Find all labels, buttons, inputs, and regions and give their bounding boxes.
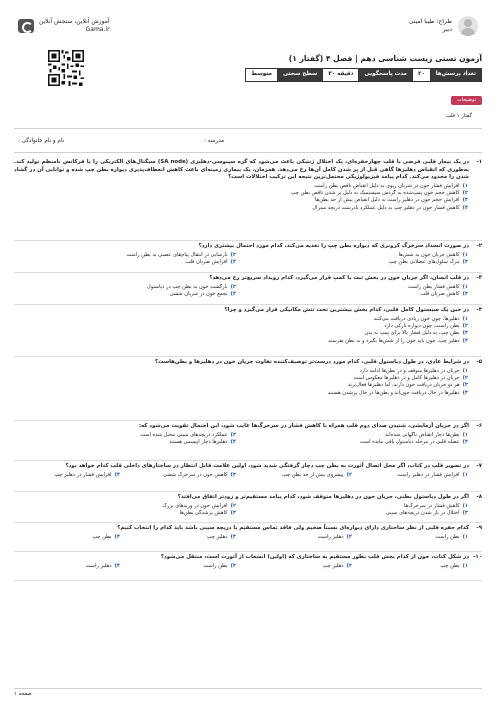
option-text: بطن چپ xyxy=(440,562,460,569)
page-number: صفحه ۱ xyxy=(14,690,32,697)
exam-info-cell: ۳۰ دقیقه xyxy=(322,69,358,81)
page-footer xyxy=(14,688,482,698)
answer-option[interactable] xyxy=(246,439,468,446)
option-number: ۴) xyxy=(230,258,236,265)
brand-url[interactable]: Gama.ir xyxy=(85,25,110,33)
option-number: ۲) xyxy=(346,562,352,569)
option-text: افزایش خون در وریدهای بزرگ xyxy=(162,502,228,509)
option-number: ۳) xyxy=(462,509,468,516)
exam-info-table xyxy=(245,68,482,82)
option-text: عضله قلبی در مرحله دیاستول باقی مانده است xyxy=(359,438,460,445)
option-text: بطن چپ، به دلیل فشار بالا برای پمپ به بدن xyxy=(364,330,460,337)
gama-logo-icon xyxy=(18,19,34,33)
answer-option[interactable] xyxy=(14,316,468,323)
option-text: کاهش فشار در سرخرگ‌ها xyxy=(403,502,460,509)
exam-info-cell: سطح سختی xyxy=(277,69,322,81)
answer-option[interactable] xyxy=(14,534,120,541)
answer-option[interactable] xyxy=(362,534,468,541)
option-number: ۲) xyxy=(230,502,236,509)
option-number: ۴) xyxy=(462,337,468,344)
question-number: ۴- xyxy=(476,307,482,313)
option-number: ۳) xyxy=(230,533,236,540)
answer-option[interactable] xyxy=(14,338,468,345)
answer-option[interactable] xyxy=(14,190,468,197)
question-number: ۳- xyxy=(476,275,482,281)
answer-option[interactable] xyxy=(246,472,352,479)
option-number: ۲) xyxy=(346,471,352,478)
question-text: در شکل کتاب، خون از کدام بخش قلب بطور مستقیم به ساختاری که (اولین) انشعاب از آئورت است، منتقل می‌شود؟ xyxy=(160,554,469,560)
question-item xyxy=(14,552,482,581)
option-text: کاهش خون در سرخرگ ششی xyxy=(163,471,228,478)
answer-option[interactable] xyxy=(14,439,236,446)
brand[interactable] xyxy=(18,18,110,33)
question-number: ۷- xyxy=(476,463,482,469)
option-number: ۳) xyxy=(462,290,468,297)
designer-role: دبیر xyxy=(442,26,452,33)
option-text: بطن راست، چون دیواره نازکی دارد xyxy=(384,322,460,329)
option-text: دهلیزها دچار آپیسمی هستند xyxy=(168,438,228,445)
answer-option[interactable] xyxy=(14,183,468,190)
designer-name: طراح: طیبا امینی xyxy=(408,17,452,25)
option-text: بطن‌ها دچار انقباض ناگهانی شده‌اند xyxy=(385,431,460,438)
option-number: ۲) xyxy=(462,322,468,329)
answer-option[interactable] xyxy=(14,563,120,570)
option-number: ۳) xyxy=(230,562,236,569)
brand-name: آموزش آنلاین، سنجش آنلاین xyxy=(39,18,110,25)
answer-option[interactable] xyxy=(362,472,468,479)
option-text: بطن راست xyxy=(435,533,460,540)
option-number: ۲) xyxy=(462,374,468,381)
question-number: ۱۰- xyxy=(473,554,482,560)
option-number: ۴) xyxy=(462,204,468,211)
option-number: ۱) xyxy=(462,431,468,438)
option-text: افزایش حجم خون در دهلیز راست به دلیل انقباض بیش از حد بطن‌ها xyxy=(315,197,460,204)
option-text: تجمع خون در شریان ششی xyxy=(169,290,228,297)
answer-option[interactable] xyxy=(14,205,468,212)
question-number: ۱- xyxy=(476,159,482,165)
question-item xyxy=(14,157,482,241)
option-text: کاهش حجم خون پمپ‌شده به گردش سیستمیک به دلیل پر شدن ناقص بطن چپ xyxy=(290,190,460,197)
option-number: ۳) xyxy=(462,438,468,445)
option-number: ۱) xyxy=(462,471,468,478)
option-text: مرگ سلول‌های عضلانی بطن چپ xyxy=(388,258,460,265)
answer-options xyxy=(14,472,482,479)
option-number: ۳) xyxy=(462,258,468,265)
designer-info xyxy=(409,16,478,36)
question-text: اگر در طول دیاستول بطنی، جریان خون در دهلیزها متوقف شود، کدام پیامد مستقیم‌تر و زودتر اتفاق می‌افتد؟ xyxy=(177,494,469,500)
question-number: ۲- xyxy=(476,243,482,249)
option-text: جریان در دهلیزها کامل و در دهلیزها معکوس است xyxy=(353,374,460,381)
answer-option[interactable] xyxy=(246,432,468,439)
divider xyxy=(14,152,482,153)
answer-option[interactable] xyxy=(362,563,468,570)
notes-text: گفتار ۱ قلب xyxy=(445,113,472,119)
option-number: ۳) xyxy=(462,330,468,337)
question-text: در شرایط عادی، در طول دیاستول قلبی، کدام مورد درست‌تر توصیف‌کننده تفاوت جریان خون در دهلیزها و بطن‌هاست؟ xyxy=(154,359,469,365)
option-number: ۴) xyxy=(114,533,120,540)
option-number: ۱) xyxy=(462,283,468,290)
answer-option[interactable] xyxy=(130,563,236,570)
question-item xyxy=(14,421,482,461)
question-item xyxy=(14,305,482,357)
exam-info-cell: مدت پاسخگویی xyxy=(358,69,412,81)
answer-options xyxy=(14,503,482,517)
option-text: افزایش فشار در دهلیز راست xyxy=(397,471,460,478)
question-item xyxy=(14,523,482,552)
option-text: دهلیز راست xyxy=(85,562,112,569)
option-number: ۱) xyxy=(462,533,468,540)
option-text: اختلال در باز شدن دریچه‌های سینی xyxy=(385,509,460,516)
exam-title: آزمون تستی زیست شناسی دهم | فصل ۴ (گفتار ۱) xyxy=(288,54,482,63)
answer-option[interactable] xyxy=(14,284,236,291)
qr-code-icon[interactable] xyxy=(48,50,84,86)
answer-option[interactable] xyxy=(246,534,352,541)
option-text: دهلیز چپ xyxy=(322,562,344,569)
answer-option[interactable] xyxy=(14,503,236,510)
question-text: در تصویر قلب در کتاب، اگر محل اتصال آئورت به بطن چپ دچار گرفتگی شدید شود، اولین علامت قابل انتظار در ساختارهای داخلی قلب کدام خواهد بود؟ xyxy=(65,463,469,469)
answer-option[interactable] xyxy=(14,197,468,204)
notes-badge: توضیحات xyxy=(451,96,482,105)
answer-option[interactable] xyxy=(14,382,468,389)
answer-options xyxy=(14,534,482,541)
question-text: اگر در جریان آزمایشی، شنیدن صدای دوم قلب همراه با کاهش فشار در سرخرگ‌ها غایب شود، این احتمال تقویت می‌شود که: xyxy=(138,423,469,429)
answer-option[interactable] xyxy=(130,472,236,479)
question-list xyxy=(14,157,482,581)
option-number: ۱) xyxy=(462,182,468,189)
option-number: ۴) xyxy=(114,471,120,478)
option-text: بطن راست xyxy=(203,562,228,569)
answer-option[interactable] xyxy=(14,390,468,397)
answer-option[interactable] xyxy=(246,563,352,570)
option-number: ۴) xyxy=(462,389,468,396)
option-number: ۱) xyxy=(462,367,468,374)
option-number: ۲) xyxy=(346,533,352,540)
option-number: ۳) xyxy=(230,471,236,478)
answer-options xyxy=(14,432,482,446)
option-text: دهلیز چپ xyxy=(206,533,228,540)
answer-options xyxy=(14,563,482,570)
question-item xyxy=(14,492,482,523)
question-number: ۸- xyxy=(476,494,482,500)
option-text: دهلیز راست xyxy=(317,533,344,540)
answer-option[interactable] xyxy=(14,375,468,382)
option-text: هر دو جریان دریافت خون دارند، اما دهلیزها فعال‌ترند xyxy=(347,382,460,389)
option-text: افزایش فشار در دهلیز چپ xyxy=(54,471,112,478)
divider xyxy=(14,128,482,129)
answer-options xyxy=(14,316,482,345)
exam-info-cell: ۲۰ xyxy=(412,69,430,81)
option-text: کاهش پرشدگی بطن‌ها xyxy=(179,509,228,516)
option-text: نارسایی در انتقال پیام‌های عصبی به بطن راست xyxy=(126,251,228,258)
option-number: ۲) xyxy=(462,190,468,197)
option-text: جریان در دهلیزها متوقف و در بطن‌ها ادامه دارد xyxy=(359,367,460,374)
answer-option[interactable] xyxy=(14,291,236,298)
answer-option[interactable] xyxy=(246,510,468,517)
option-text: عملکرد دریچه‌های سینی مختل شده است xyxy=(140,431,228,438)
answer-option[interactable] xyxy=(14,510,236,517)
avatar xyxy=(458,16,478,36)
option-number: ۳) xyxy=(462,382,468,389)
exam-info-cell: تعداد پرسش‌ها xyxy=(430,69,481,81)
option-text: دهلیزها در حال دریافت خون‌اند و بطن‌ها در حال پرشدن هستند xyxy=(327,389,460,396)
question-number: ۶- xyxy=(476,423,482,429)
option-text: کاهش جریان خون به شش‌ها xyxy=(398,251,460,258)
option-text: دهلیزها، چون خون زیادی دریافت می‌کنند xyxy=(373,315,460,322)
answer-option[interactable] xyxy=(14,323,468,330)
answer-option[interactable] xyxy=(14,259,236,266)
option-number: ۲) xyxy=(230,431,236,438)
question-text: در حین یک سیستول کامل قلبی، کدام بخش بیشترین تحت تنش مکانیکی قرار می‌گیرد و چرا؟ xyxy=(224,307,469,313)
question-number: ۵- xyxy=(476,359,482,365)
question-item xyxy=(14,461,482,492)
option-number: ۴) xyxy=(230,290,236,297)
answer-option[interactable] xyxy=(246,284,468,291)
question-item xyxy=(14,241,482,273)
option-text: دهلیز چپ، چون باید خون را از شش‌ها بگیرد و به بطن بفرستد xyxy=(328,337,460,344)
option-number: ۱) xyxy=(462,502,468,509)
answer-options xyxy=(14,284,482,298)
school-field-label: مدرسه : xyxy=(204,138,225,144)
answer-options xyxy=(14,252,482,266)
answer-option[interactable] xyxy=(14,252,236,259)
option-number: ۳) xyxy=(462,197,468,204)
question-text: در قلب انسان، اگر جریان خون در بخش ثبت با کمپ قرار می‌گیرد، کدام رویداد سریع‌تر رخ می‌دهد؟ xyxy=(209,275,469,281)
option-number: ۱) xyxy=(462,251,468,258)
option-text: کاهش فشار خون در دهلیز چپ به دلیل عملکرد نادرست دریچه میترال xyxy=(312,204,460,211)
option-number: ۴) xyxy=(230,438,236,445)
option-number: ۱) xyxy=(462,315,468,322)
answer-option[interactable] xyxy=(14,472,120,479)
exam-header xyxy=(14,12,482,88)
option-text: افزایش ضربان قلب xyxy=(185,258,228,265)
option-text: کاهش ضربان قلب xyxy=(420,290,460,297)
answer-option[interactable] xyxy=(246,291,468,298)
option-number: ۱) xyxy=(462,562,468,569)
option-number: ۲) xyxy=(230,283,236,290)
answer-option[interactable] xyxy=(130,534,236,541)
question-text: کدام حفره قلبی از نظر ساختاری دارای دیواره‌ای نسبتاً ضخیم ولی فاقد تماس مستقیم با دریچه سینی باشد باید کدام را انتخاب کنیم؟ xyxy=(117,525,469,531)
question-text: در یک بیمار قلبی فرضی با قلب چهارحفره‌ای، یک اختلال ژنتیکی باعث می‌شود که گره سینوسی-دهلیزی (SA node) سیگنال‌های الکتریکی را با فرکانس نامنظم تولید کند. به‌طوری که انقباض دهلیزها گاهی قبل از پر شدن کامل آن‌ها رخ می‌دهد. همزمان، یک بیماری زمینه‌ای باعث کاهش انعطاف‌پذیری دیواره بطن چپ شده و توانایی آن در گشاد شدن را محدود می‌کند. کدام پیامد فیزیولوژیکی محتمل‌ترین نتیجه این ترکیب اختلالات است؟ xyxy=(14,159,469,181)
answer-options xyxy=(14,183,482,212)
option-text: پیشروی بیش از حد بطن چپ xyxy=(281,471,344,478)
option-number: ۲) xyxy=(230,251,236,258)
question-item xyxy=(14,273,482,305)
question-number: ۹- xyxy=(476,525,482,531)
name-field-label: نام و نام خانوادگی : xyxy=(18,138,65,144)
question-item xyxy=(14,357,482,421)
answer-option[interactable] xyxy=(14,368,468,375)
option-text: بطن چپ xyxy=(92,533,112,540)
student-fields xyxy=(18,138,478,146)
option-text: کاهش فشار بطن راست xyxy=(407,283,460,290)
option-number: ۴) xyxy=(230,509,236,516)
answer-option[interactable] xyxy=(246,259,468,266)
option-number: ۴) xyxy=(114,562,120,569)
option-text: بازگشت خون به بطن چپ در دیاستول xyxy=(147,283,228,290)
answer-options xyxy=(14,368,482,397)
exam-info-cell: متوسط xyxy=(246,69,277,81)
answer-option[interactable] xyxy=(246,503,468,510)
answer-option[interactable] xyxy=(14,330,468,337)
question-text: در صورت انسداد سرخرگ کرونری که دیواره بطن چپ را تغذیه می‌کند، کدام مورد احتمال بیشتری دارد؟ xyxy=(198,243,469,249)
answer-option[interactable] xyxy=(246,252,468,259)
option-text: افزایش فشار خون در شریان ریوی به دلیل انقباض ناقص بطن راست xyxy=(313,182,460,189)
answer-option[interactable] xyxy=(14,432,236,439)
